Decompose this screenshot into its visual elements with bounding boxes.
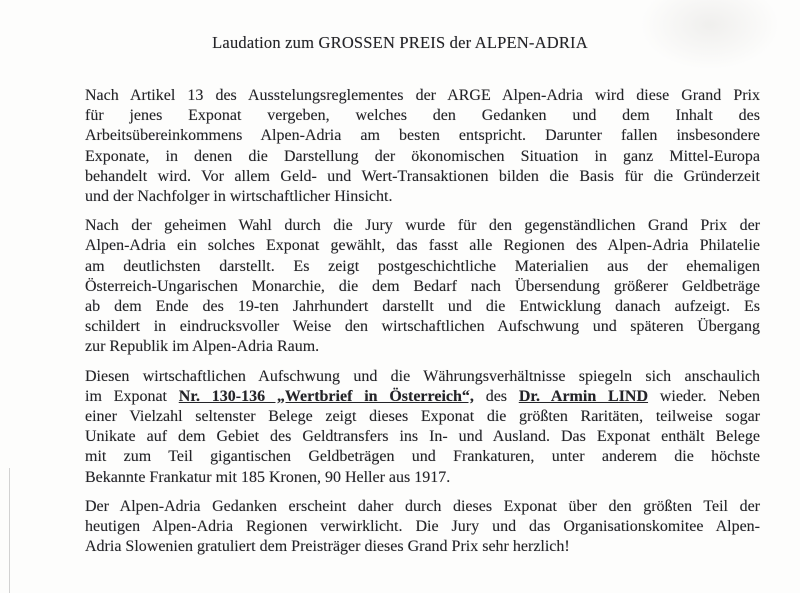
text-segment: im Exponat bbox=[85, 387, 179, 405]
text-line bbox=[85, 387, 760, 407]
paragraph bbox=[85, 86, 760, 207]
scan-edge-artifact bbox=[9, 468, 10, 593]
text-line: Arbeitsübereinkommens Alpen-Adria am besten entspricht. Darunter fallen insbesondere bbox=[85, 127, 760, 145]
emphasized-text: Dr. Armin LIND bbox=[518, 387, 649, 405]
text-line: Der Alpen-Adria Gedanken erscheint daher durch dieses Exponat über den größten Teil der bbox=[85, 497, 760, 515]
document-title: Laudation zum GROSSEN PREIS der ALPEN-ADRIA bbox=[212, 33, 588, 52]
text-line: heutigen Alpen-Adria Regionen verwirklicht. Die Jury und das Organisationskomitee Alpen- bbox=[85, 518, 760, 536]
emphasized-text: Nr. 130-136 „Wertbrief in Österreich“, bbox=[178, 387, 474, 405]
text-line: Nach der geheimen Wahl durch die Jury wurde für den gegenständlichen Grand Prix der bbox=[85, 217, 760, 235]
text-segment: des bbox=[473, 387, 519, 405]
text-line: Nach Artikel 13 des Ausstelungsreglementes der ARGE Alpen-Adria wird diese Grand Prix bbox=[85, 87, 760, 104]
text-line: und der Nachfolger in wirtschaftlicher Hinsicht. bbox=[85, 188, 393, 206]
text-line: Österreich-Ungarischen Monarchie, die dem Bedarf nach Übersendung größerer Geldbeträge bbox=[85, 277, 760, 295]
text-line: Exponate, in denen die Darstellung der ökonomischen Situation in ganz Mittel-Europa bbox=[85, 147, 760, 165]
text-line: zur Republik im Alpen-Adria Raum. bbox=[85, 338, 320, 356]
text-line: für jenes Exponat vergeben, welches den Gedanken und dem Inhalt des bbox=[85, 107, 760, 125]
text-line: schildert in eindrucksvoller Weise den wirtschaftlichen Aufschwung und späteren Übergang bbox=[85, 318, 760, 336]
text-line: Unikate auf dem Gebiet des Geldtransfers ins In- und Ausland. Das Exponat enthält Belege bbox=[85, 428, 760, 446]
text-line: mit zum Teil gigantischen Geldbeträgen und Frankaturen, unter anderem die höchste bbox=[85, 448, 760, 466]
text-line: behandelt wird. Vor allem Geld- und Wert-Transaktionen bilden die Basis für die Gründerzeit bbox=[85, 167, 760, 185]
text-line: Diesen wirtschaftlichen Aufschwung und die Währungsverhältnisse spiegeln sich anschaulich bbox=[85, 367, 760, 385]
text-line: Bekannte Frankatur mit 185 Kronen, 90 Heller aus 1917. bbox=[85, 468, 451, 486]
text-line: ab dem Ende des 19-ten Jahrhundert darstellt und die Entwicklung danach aufzeigt. Es bbox=[85, 298, 760, 316]
paragraph bbox=[85, 216, 760, 357]
text-line: einer Vielzahl seltenster Belege zeigt dieses Exponat die größten Raritäten, teilweise sogar bbox=[85, 408, 760, 426]
paragraph bbox=[85, 497, 760, 558]
text-segment: wieder. Neben bbox=[648, 387, 761, 405]
text-line: am deutlichsten darstellt. Es zeigt postgeschichtliche Materialien aus der ehemaligen bbox=[85, 257, 760, 275]
text-line: Adria Slowenien gratuliert dem Preisträger dieses Grand Prix sehr herzlich! bbox=[85, 538, 570, 556]
paragraph bbox=[85, 367, 760, 488]
document-body bbox=[85, 86, 760, 566]
text-line: Alpen-Adria ein solches Exponat gewählt, das fasst alle Regionen des Alpen-Adria Philatelie bbox=[85, 237, 760, 255]
